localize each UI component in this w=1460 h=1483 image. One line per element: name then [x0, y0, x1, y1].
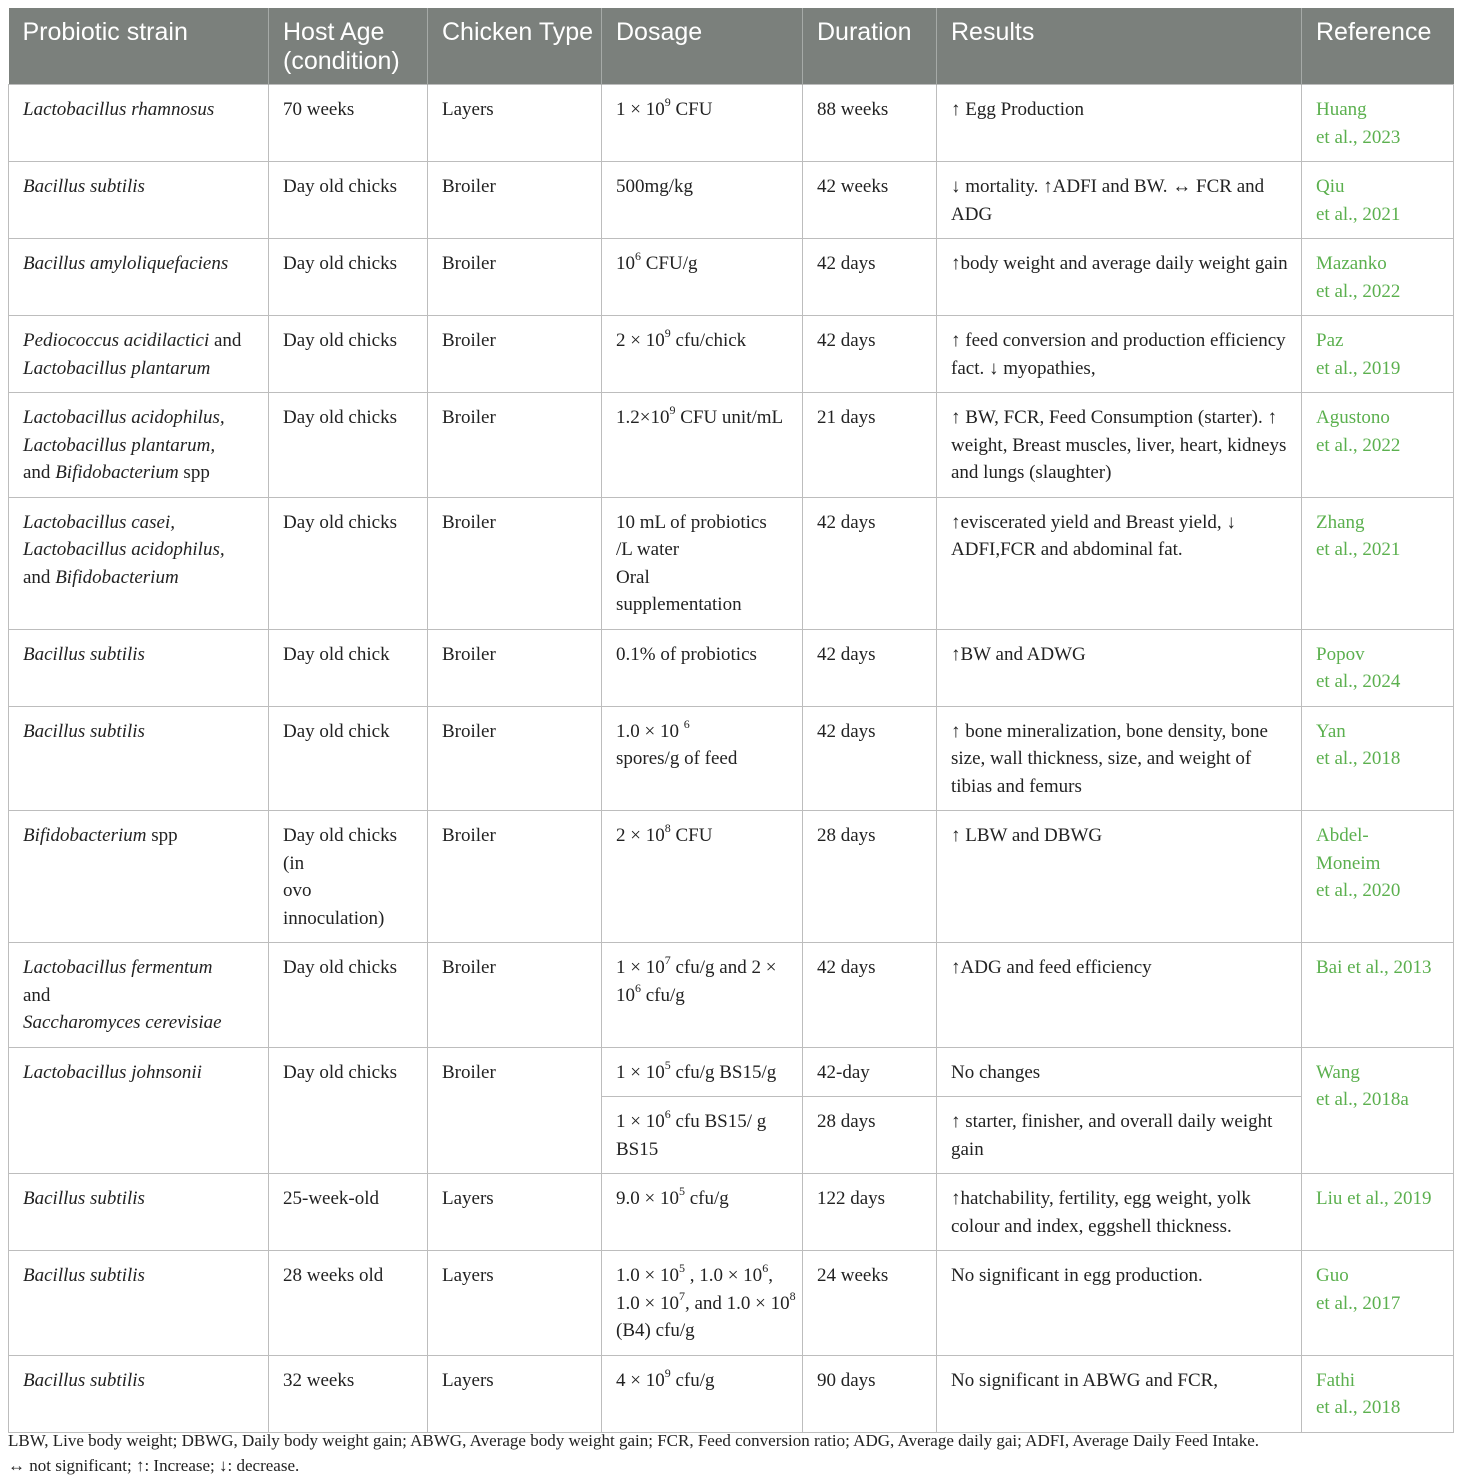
reference-link[interactable]: et al., 2021	[1316, 539, 1401, 560]
cell-duration: 42 weeks	[803, 162, 937, 239]
cell-reference[interactable]	[1302, 811, 1454, 943]
dosage-text: Oral	[616, 566, 650, 588]
strain-suffix: spp	[178, 462, 210, 483]
reference-link[interactable]: et al., 2017	[1316, 1292, 1401, 1314]
header-reference: Reference	[1302, 8, 1454, 85]
cell-type: Broiler	[428, 1047, 602, 1174]
reference-link[interactable]: et al., 2023	[1316, 126, 1401, 148]
dosage-text: /L water	[616, 539, 680, 560]
dosage-exponent: 7	[664, 953, 671, 967]
cell-dosage	[602, 1251, 803, 1356]
dosage-text: 1.0 × 10	[616, 720, 684, 742]
dosage-unit: spores/g of feed	[616, 748, 738, 769]
cell-results: ↑ LBW and DBWG	[937, 811, 1302, 943]
cell-strain: Lactobacillus johnsonii	[9, 1047, 269, 1174]
table-row	[9, 1355, 1454, 1432]
table-row	[9, 811, 1454, 943]
reference-link[interactable]: Wang	[1316, 1061, 1360, 1083]
cell-reference[interactable]	[1302, 85, 1454, 162]
cell-results: ↑ feed conversion and production efficiency fact. ↓ myopathies,	[937, 316, 1302, 393]
cell-reference[interactable]	[1302, 316, 1454, 393]
cell-results: ↑ Egg Production	[937, 85, 1302, 162]
header-host-age: Host Age (condition)	[269, 8, 428, 85]
cell-duration: 88 weeks	[803, 85, 937, 162]
cell-age: Day old chicks	[269, 239, 428, 316]
cell-type: Broiler	[428, 811, 602, 943]
cell-duration: 42 days	[803, 943, 937, 1048]
cell-age: Day old chick	[269, 706, 428, 811]
dosage-text: , 1.0 × 10	[684, 1265, 763, 1286]
cell-type: Layers	[428, 1174, 602, 1251]
cell-dosage: 500mg/kg	[602, 162, 803, 239]
cell-strain: Lactobacillus rhamnosus	[9, 85, 269, 162]
cell-age: 25-week-old	[269, 1174, 428, 1251]
dosage-exponent: 6	[635, 249, 641, 263]
reference-link[interactable]: Moneim	[1316, 852, 1381, 874]
cell-reference[interactable]: Bai et al., 2013	[1302, 943, 1454, 1048]
reference-link[interactable]: Yan	[1316, 720, 1346, 742]
cell-results: ↑ BW, FCR, Feed Consumption (starter). ↑ weight, Breast muscles, liver, heart, kidneys and lungs (slaughter)	[937, 393, 1302, 498]
dosage-exponent: 8	[789, 1288, 796, 1303]
header-duration: Duration	[803, 8, 937, 85]
cell-type: Broiler	[428, 393, 602, 498]
dosage-exponent: 9	[664, 95, 671, 109]
cell-results: ↑ bone mineralization, bone density, bone size, wall thickness, size, and weight of tibias and femurs	[937, 706, 1302, 811]
cell-type: Layers	[428, 85, 602, 162]
table-row	[9, 85, 1454, 162]
strain-name: Lactobacillus plantarum	[23, 357, 211, 379]
strain-name: Bifidobacterium	[23, 825, 147, 846]
table-row	[9, 1047, 1454, 1097]
table-row	[9, 943, 1454, 1048]
dosage-text: supplementation	[616, 594, 742, 615]
dosage-unit: cfu BS15/ g BS15	[616, 1111, 767, 1160]
cell-reference[interactable]	[1302, 706, 1454, 811]
strain-name: Lactobacillus casei,	[23, 511, 175, 533]
reference-link[interactable]: et al., 2018	[1316, 1397, 1401, 1418]
cell-strain: Bacillus amyloliquefaciens	[9, 239, 269, 316]
cell-dosage	[602, 239, 803, 316]
table-row	[9, 162, 1454, 239]
table-row	[9, 1174, 1454, 1251]
age-text: Day old chicks	[283, 825, 397, 846]
cell-strain: Bacillus subtilis	[9, 1355, 269, 1432]
dosage-text: 1 × 10	[616, 957, 665, 978]
age-text: ovo	[283, 880, 312, 901]
cell-age: Day old chicks	[269, 943, 428, 1048]
table-header-row	[9, 8, 1454, 85]
cell-type: Broiler	[428, 239, 602, 316]
cell-type: Layers	[428, 1355, 602, 1432]
cell-age: Day old chicks	[269, 393, 428, 498]
cell-dosage	[602, 706, 803, 811]
dosage-text: 10	[616, 253, 635, 274]
dosage-text: 1 × 10	[616, 99, 665, 120]
reference-link[interactable]: et al., 2020	[1316, 880, 1401, 901]
reference-link[interactable]: Paz	[1316, 330, 1344, 351]
strain-conjunction: and	[23, 462, 56, 483]
cell-dosage	[602, 1355, 803, 1432]
cell-dosage	[602, 943, 803, 1048]
dosage-text: 1.2×10	[616, 407, 670, 428]
cell-type: Broiler	[428, 706, 602, 811]
strain-name: Lactobacillus fermentum	[23, 957, 213, 978]
reference-link[interactable]: Qiu	[1316, 176, 1345, 197]
cell-strain: Bacillus subtilis	[9, 162, 269, 239]
cell-dosage: 0.1% of probiotics	[602, 629, 803, 706]
strain-name: Pediococcus acidilactici	[23, 330, 210, 351]
dosage-exponent: 5	[664, 1057, 671, 1072]
cell-reference[interactable]: Liu et al., 2019	[1302, 1174, 1454, 1251]
cell-reference[interactable]	[1302, 393, 1454, 498]
cell-duration: 122 days	[803, 1174, 937, 1251]
cell-results: ↓ mortality. ↑ADFI and BW. ↔ FCR and ADG	[937, 162, 1302, 239]
dosage-unit: cfu/g	[684, 1188, 729, 1209]
cell-strain	[9, 497, 269, 629]
dosage-exponent: 6	[762, 1261, 769, 1275]
strain-name: Bifidobacterium	[55, 566, 179, 588]
dosage-text: , and 1.0 × 10	[684, 1292, 790, 1314]
cell-age: Day old chick	[269, 629, 428, 706]
reference-link[interactable]: et al., 2018a	[1316, 1089, 1409, 1110]
reference-link[interactable]: et al., 2022	[1316, 434, 1401, 456]
reference-link[interactable]: Popov	[1316, 643, 1365, 665]
cell-type: Broiler	[428, 162, 602, 239]
cell-type: Layers	[428, 1251, 602, 1356]
cell-reference[interactable]	[1302, 239, 1454, 316]
cell-duration: 28 days	[803, 1097, 937, 1174]
table-container	[8, 8, 1453, 1433]
age-text: innoculation)	[283, 907, 385, 929]
cell-type: Broiler	[428, 943, 602, 1048]
cell-type: Broiler	[428, 629, 602, 706]
reference-link[interactable]: Huang	[1316, 99, 1367, 120]
cell-reference[interactable]	[1302, 497, 1454, 629]
dosage-text: 1 × 10	[616, 1061, 665, 1083]
table-row	[9, 706, 1454, 811]
probiotic-table	[8, 8, 1454, 1433]
dosage-unit: cfu/chick	[670, 330, 747, 351]
cell-duration: 42 days	[803, 706, 937, 811]
reference-link[interactable]: et al., 2018	[1316, 748, 1401, 769]
dosage-exponent: 6	[635, 980, 641, 995]
dosage-exponent: 5	[678, 1261, 685, 1275]
table-row	[9, 239, 1454, 316]
strain-conjunction: and	[23, 566, 56, 588]
dosage-unit: CFU	[670, 99, 713, 120]
reference-link[interactable]: Agustono	[1316, 407, 1390, 428]
header-strain: Probiotic strain	[9, 8, 269, 85]
cell-reference[interactable]	[1302, 1251, 1454, 1356]
strain-conjunction: and	[23, 984, 51, 1006]
age-text: (in	[283, 852, 305, 874]
table-row	[9, 1251, 1454, 1356]
footnote-abbreviations: LBW, Live body weight; DBWG, Daily body weight gain; ABWG, Average body weight gain; FCR, Feed conversion ratio; ADG, Average daily gai; ADFI, Average Daily Feed Intake.	[8, 1431, 1259, 1450]
dosage-text: 2 × 10	[616, 330, 665, 351]
cell-strain	[9, 943, 269, 1048]
cell-results: ↑eviscerated yield and Breast yield, ↓ ADFI,FCR and abdominal fat.	[937, 497, 1302, 629]
cell-duration: 42 days	[803, 239, 937, 316]
cell-dosage	[602, 1174, 803, 1251]
cell-dosage	[602, 497, 803, 629]
cell-results: ↑ADG and feed efficiency	[937, 943, 1302, 1048]
cell-dosage	[602, 85, 803, 162]
cell-age: 70 weeks	[269, 85, 428, 162]
reference-link[interactable]: Zhang	[1316, 511, 1365, 533]
cell-results: No significant in egg production.	[937, 1251, 1302, 1356]
cell-results: No significant in ABWG and FCR,	[937, 1355, 1302, 1432]
footnote-symbols: ↔ not significant; ↑: Increase; ↓: decrease.	[8, 1456, 300, 1475]
cell-type: Broiler	[428, 497, 602, 629]
cell-strain: Bacillus subtilis	[9, 706, 269, 811]
dosage-unit: cfu/g	[641, 984, 685, 1006]
reference-link[interactable]: et al., 2024	[1316, 671, 1401, 692]
reference-link[interactable]: Fathi	[1316, 1369, 1356, 1391]
cell-results: ↑body weight and average daily weight gain	[937, 239, 1302, 316]
cell-type: Broiler	[428, 316, 602, 393]
reference-link[interactable]: et al., 2019	[1316, 357, 1401, 379]
table-row	[9, 316, 1454, 393]
cell-strain: Bacillus subtilis	[9, 1174, 269, 1251]
cell-strain	[9, 316, 269, 393]
cell-duration: 42-day	[803, 1047, 937, 1097]
dosage-exponent: 9	[664, 326, 671, 340]
cell-reference[interactable]	[1302, 1355, 1454, 1432]
dosage-text: 1 × 10	[616, 1111, 665, 1132]
dosage-text: 1.0 × 10	[616, 1265, 679, 1286]
dosage-exponent: 9	[669, 403, 676, 417]
header-chicken-type: Chicken Type	[428, 8, 602, 85]
dosage-unit: cfu/g	[670, 1369, 715, 1391]
dosage-exponent: 5	[678, 1184, 685, 1198]
cell-dosage	[602, 316, 803, 393]
cell-duration: 90 days	[803, 1355, 937, 1432]
dosage-exponent: 8	[664, 821, 671, 835]
strain-name: Lactobacillus plantarum,	[23, 434, 216, 456]
cell-age: Day old chicks	[269, 1047, 428, 1174]
dosage-unit: CFU	[670, 825, 713, 846]
strain-name: Saccharomyces cerevisiae	[23, 1012, 222, 1033]
cell-dosage	[602, 393, 803, 498]
cell-age	[269, 811, 428, 943]
dosage-exponent: 6	[683, 716, 690, 731]
table-row	[9, 393, 1454, 498]
reference-link[interactable]: et al., 2022	[1316, 280, 1401, 302]
cell-age: 32 weeks	[269, 1355, 428, 1432]
strain-name: Lactobacillus acidophilus,	[23, 407, 225, 428]
reference-link[interactable]: Guo	[1316, 1265, 1349, 1286]
dosage-text: 4 × 10	[616, 1369, 665, 1391]
cell-reference[interactable]	[1302, 162, 1454, 239]
cell-duration: 28 days	[803, 811, 937, 943]
dosage-text: 2 × 10	[616, 825, 665, 846]
cell-age: Day old chicks	[269, 316, 428, 393]
dosage-unit: (B4) cfu/g	[616, 1320, 695, 1341]
cell-age: 28 weeks old	[269, 1251, 428, 1356]
table-footnote	[8, 1428, 1453, 1478]
dosage-text: , 1.0 × 10	[616, 1265, 773, 1314]
cell-duration: 42 days	[803, 497, 937, 629]
dosage-exponent: 6	[664, 1107, 671, 1121]
dosage-text: 10 mL of probiotics	[616, 511, 767, 533]
cell-results: ↑ starter, finisher, and overall daily weight gain	[937, 1097, 1302, 1174]
cell-duration: 42 days	[803, 316, 937, 393]
cell-age: Day old chicks	[269, 162, 428, 239]
cell-duration: 42 days	[803, 629, 937, 706]
strain-suffix: spp	[146, 825, 178, 846]
cell-strain	[9, 811, 269, 943]
dosage-exponent: 9	[664, 1365, 671, 1380]
cell-strain	[9, 393, 269, 498]
dosage-unit: CFU/g	[641, 253, 698, 274]
reference-link[interactable]: et al., 2021	[1316, 203, 1401, 225]
dosage-unit: CFU unit/mL	[675, 407, 784, 428]
reference-link[interactable]: Abdel-	[1316, 825, 1369, 846]
cell-duration: 21 days	[803, 393, 937, 498]
cell-duration: 24 weeks	[803, 1251, 937, 1356]
strain-name: Bifidobacterium	[55, 462, 179, 483]
strain-conjunction: and	[209, 330, 242, 351]
header-results: Results	[937, 8, 1302, 85]
dosage-exponent: 7	[678, 1288, 685, 1303]
dosage-unit: cfu/g BS15/g	[670, 1061, 777, 1083]
cell-dosage	[602, 811, 803, 943]
cell-strain: Bacillus subtilis	[9, 629, 269, 706]
cell-dosage	[602, 1097, 803, 1174]
dosage-text: 9.0 × 10	[616, 1188, 679, 1209]
cell-reference[interactable]	[1302, 629, 1454, 706]
table-row	[9, 629, 1454, 706]
reference-link[interactable]: Mazanko	[1316, 253, 1387, 274]
strain-name: Lactobacillus acidophilus,	[23, 539, 225, 560]
cell-results: No changes	[937, 1047, 1302, 1097]
cell-age: Day old chicks	[269, 497, 428, 629]
table-row	[9, 497, 1454, 629]
cell-reference[interactable]	[1302, 1047, 1454, 1174]
cell-results: ↑BW and ADWG	[937, 629, 1302, 706]
cell-dosage	[602, 1047, 803, 1097]
cell-strain: Bacillus subtilis	[9, 1251, 269, 1356]
header-dosage: Dosage	[602, 8, 803, 85]
cell-results: ↑hatchability, fertility, egg weight, yolk colour and index, eggshell thickness.	[937, 1174, 1302, 1251]
dosage-text: cfu/g and 2 × 10	[616, 957, 777, 1006]
